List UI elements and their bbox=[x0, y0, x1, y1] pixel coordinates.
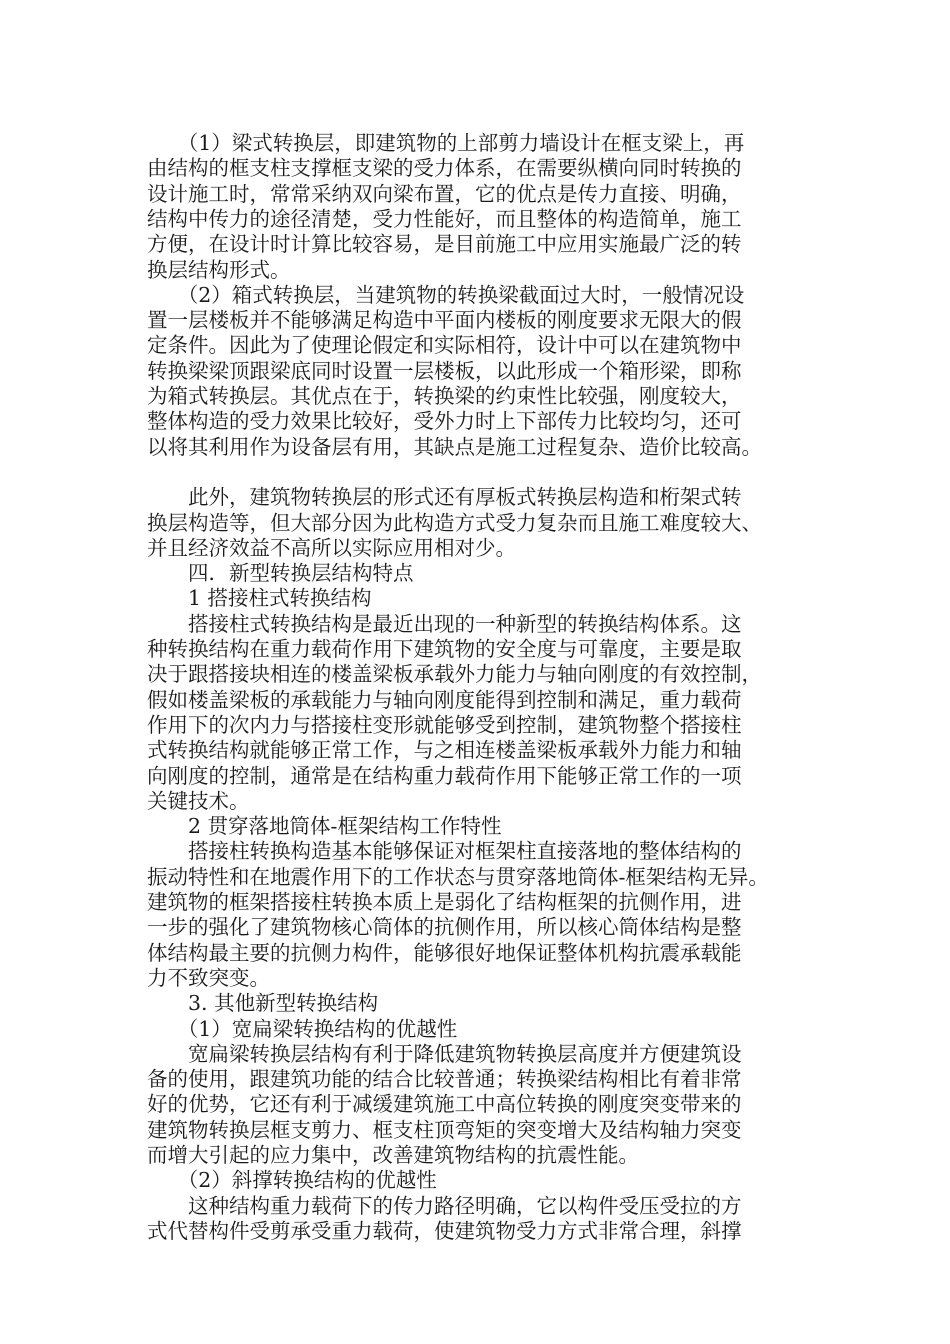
text-line: 由结构的框支柱支撑框支梁的受力体系，在需要纵横向同时转换的 bbox=[147, 156, 742, 181]
text-line: 换层结构形式。 bbox=[147, 257, 291, 282]
text-line: 定条件。因此为了使理论假定和实际相符，设计中可以在建筑物中 bbox=[147, 333, 742, 358]
text-line: 设计施工时，常常采纳双向梁布置，它的优点是传力直接、明确， bbox=[147, 181, 742, 206]
text-line: 3. 其他新型转换结构 bbox=[147, 991, 379, 1016]
text-line: 为箱式转换层。其优点在于，转换梁的约束性比较强，刚度较大， bbox=[147, 384, 742, 408]
text-line: 换层构造等，但大部分因为此构造方式受力复杂而且施工难度较大、 bbox=[147, 510, 762, 535]
text-line: 2 贯穿落地筒体-框架结构工作特性 bbox=[147, 814, 502, 839]
text-line: 种转换结构在重力载荷作用下建筑物的安全度与可靠度，主要是取 bbox=[147, 637, 742, 661]
text-line: 四．新型转换层结构特点 bbox=[147, 561, 414, 586]
text-line: 向刚度的控制，通常是在结构重力载荷作用下能够正常工作的一项 bbox=[147, 763, 742, 788]
text-line: 宽扁梁转换层结构有利于降低建筑物转换层高度并方便建筑设 bbox=[147, 1041, 742, 1066]
text-line: 转换梁梁顶跟梁底同时设置一层楼板，以此形成一个箱形梁，即称 bbox=[147, 358, 742, 383]
text-line: （1）宽扁梁转换结构的优越性 bbox=[147, 1016, 458, 1041]
text-line: 体结构最主要的抗侧力构件，能够很好地保证整体机构抗震承载能 bbox=[147, 940, 742, 965]
text-line: 结构中传力的途径清楚，受力性能好，而且整体的构造简单，施工 bbox=[147, 206, 742, 231]
text-line: 关键技术。 bbox=[147, 788, 250, 813]
text-line: 搭接柱式转换结构是最近出现的一种新型的转换结构体系。这 bbox=[147, 611, 742, 636]
text-line: 作用下的次内力与搭接柱变形就能够受到控制，建筑物整个搭接柱 bbox=[147, 712, 742, 737]
text-line: 此外，建筑物转换层的形式还有厚板式转换层构造和桁架式转 bbox=[147, 485, 742, 510]
text-line: 好的优势，它还有利于减缓建筑施工中高位转换的刚度突变带来的 bbox=[147, 1092, 742, 1117]
text-line: 方便，在设计时计算比较容易，是目前施工中应用实施最广泛的转 bbox=[147, 232, 742, 257]
text-line: （1）梁式转换层，即建筑物的上部剪力墙设计在框支梁上，再 bbox=[147, 131, 745, 155]
text-line: （2）斜撑转换结构的优越性 bbox=[147, 1168, 437, 1193]
text-line: 1 搭接柱式转换结构 bbox=[147, 586, 372, 611]
text-line: 以将其利用作为设备层有用，其缺点是施工过程复杂、造价比较高。 bbox=[147, 434, 762, 459]
text-line: 力不致突变。 bbox=[147, 965, 270, 990]
text-line: 假如楼盖梁板的承载能力与轴向刚度能得到控制和满足，重力载荷 bbox=[147, 687, 742, 712]
text-line: 决于跟搭接块相连的楼盖梁板承载外力能力与轴向刚度的有效控制， bbox=[147, 662, 762, 687]
text-line: 整体构造的受力效果比较好，受外力时上下部传力比较均匀，还可 bbox=[147, 409, 742, 434]
text-line: 备的使用，跟建筑功能的结合比较普通；转换梁结构相比有着非常 bbox=[147, 1067, 742, 1092]
text-line: 置一层楼板并不能够满足构造中平面内楼板的刚度要求无限大的假 bbox=[147, 308, 742, 333]
text-line: 式代替构件受剪承受重力载荷，使建筑物受力方式非常合理，斜撑 bbox=[147, 1218, 742, 1243]
text-line: 建筑物转换层框支剪力、框支柱顶弯矩的突变增大及结构轴力突变 bbox=[147, 1117, 742, 1142]
text-line: 并且经济效益不高所以实际应用相对少。 bbox=[147, 535, 516, 560]
text-line: 建筑物的框架搭接柱转换本质上是弱化了结构框架的抗侧作用，进 bbox=[147, 890, 742, 914]
text-line: 振动特性和在地震作用下的工作状态与贯穿落地筒体-框架结构无异。 bbox=[147, 864, 769, 889]
text-line: 搭接柱转换构造基本能够保证对框架柱直接落地的整体结构的 bbox=[147, 839, 742, 864]
text-line: 式转换结构就能够正常工作，与之相连楼盖梁板承载外力能力和轴 bbox=[147, 738, 742, 763]
text-line: 而增大引起的应力集中，改善建筑物结构的抗震性能。 bbox=[147, 1143, 639, 1167]
text-line: （2）箱式转换层，当建筑物的转换梁截面过大时，一般情况设 bbox=[147, 282, 745, 307]
text-line: 这种结构重力载荷下的传力路径明确，它以构件受压受拉的方 bbox=[147, 1193, 742, 1218]
text-line: 一步的强化了建筑物核心筒体的抗侧作用，所以核心筒体结构是整 bbox=[147, 915, 742, 940]
